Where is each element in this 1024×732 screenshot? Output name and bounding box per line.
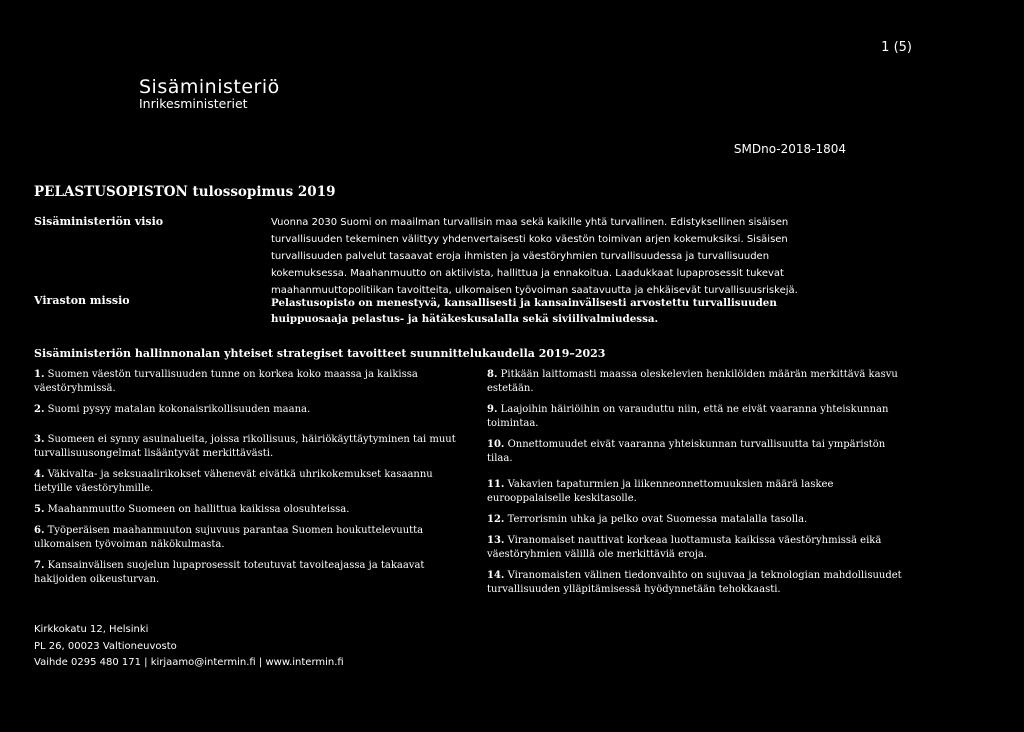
- goal-text: Työperäisen maahanmuuton sujuvuus parantaa Suomen houkuttelevuutta ulkomaisen työvoiman näkökulmasta.: [34, 525, 424, 550]
- goal-number: 4.: [34, 469, 45, 480]
- goal-text: Vakavien tapaturmien ja liikenneonnettomuuksien määrä laskee eurooppalaiselle keskitasolle.: [487, 479, 834, 504]
- goal-item: [487, 534, 907, 562]
- goal-number: 3.: [34, 434, 45, 445]
- mission-label: Viraston missio: [34, 294, 130, 307]
- goal-item: [34, 403, 460, 417]
- goal-item: [487, 403, 907, 431]
- goal-item: [34, 503, 460, 517]
- goal-text: Maahanmuutto Suomeen on hallittua kaikissa olosuhteissa.: [47, 504, 350, 515]
- goal-text: Väkivalta- ja seksuaalirikokset vähenevät eivätkä uhrikokemukset kasaannu tietyille väestöryhmille.: [34, 469, 433, 494]
- footer-address: Kirkkokatu 12, Helsinki: [34, 624, 149, 635]
- goal-item: [487, 569, 907, 597]
- page-number: 1 (5): [881, 40, 912, 55]
- mission-text: Pelastusopisto on menestyvä, kansallisesti ja kansainvälisesti arvostettu turvallisuuden huippuosaaja pelastus- ja hätäkeskusalalla sekä siviilivalmiudessa.: [271, 297, 777, 325]
- goals-right-column: [487, 368, 907, 604]
- goal-text: Suomeen ei synny asuinalueita, joissa rikollisuus, häiriökäyttäytyminen tai muut turvallisuusongelmat lisääntyvät merkittävästi.: [34, 434, 456, 459]
- goal-number: 10.: [487, 439, 505, 450]
- footer: [34, 622, 344, 672]
- document-id: SMDno-2018-1804: [733, 142, 846, 156]
- vision-label: Sisäministeriön visio: [34, 215, 164, 228]
- document-title: PELASTUSOPISTON tulossopimus 2019: [34, 184, 336, 200]
- goal-item: [487, 368, 907, 396]
- goal-number: 1.: [34, 369, 45, 380]
- goal-text: Viranomaisten välinen tiedonvaihto on sujuvaa ja teknologian mahdollisuudet turvallisuuden ylläpitämisessä hyödynnetään tehokkaasti.: [487, 570, 902, 595]
- vision-text: Vuonna 2030 Suomi on maailman turvallisin maa sekä kaikille yhtä turvallinen. Edistyksellinen sisäisen turvallisuuden tekeminen välittyy yhdenvertaisesti koko väestön toimivan arjen kokemuksiksi. Sisäisen turvallisuuden palvelut tasaavat eroja ihmisten ja väestöryhmien turvallisuudessa ja turvallisuuden kokemuksessa. Maahanmuutto on aktiivista, hallittua ja ennakoitua. Laadukkaat lupaprosessit tukevat maahanmuuttopolitiikan tavoitteita, ulkomaisen työvoiman saatavuutta ja ehkäisevät turvallisuusriskejä.: [271, 217, 798, 296]
- goal-number: 12.: [487, 514, 505, 525]
- org-name-swedish: Inrikesministeriet: [139, 96, 248, 111]
- goal-item: [487, 478, 907, 506]
- goals-left-column: [34, 368, 460, 594]
- goal-number: 9.: [487, 404, 498, 415]
- goal-number: 6.: [34, 525, 45, 536]
- goal-text: Kansainvälisen suojelun lupaprosessit toteutuvat tavoiteajassa ja takaavat hakijoiden oikeusturvan.: [34, 560, 425, 585]
- goal-item: [34, 468, 460, 496]
- goal-text: Terrorismin uhka ja pelko ovat Suomessa matalalla tasolla.: [507, 514, 808, 525]
- goal-number: 7.: [34, 560, 45, 571]
- goal-text: Laajoihin häiriöihin on varauduttu niin, että ne eivät vaaranna yhteiskunnan toimintaa.: [487, 404, 889, 429]
- goal-number: 13.: [487, 535, 505, 546]
- goals-heading: Sisäministeriön hallinnonalan yhteiset strategiset tavoitteet suunnittelukaudella 2019–2023: [34, 347, 606, 360]
- goal-number: 11.: [487, 479, 505, 490]
- goal-item: [34, 368, 460, 396]
- goal-text: Suomi pysyy matalan kokonaisrikollisuuden maana.: [47, 404, 311, 415]
- goal-item: [34, 433, 460, 461]
- footer-postal: PL 26, 00023 Valtioneuvosto: [34, 640, 177, 652]
- goal-text: Suomen väestön turvallisuuden tunne on korkea koko maassa ja kaikissa väestöryhmissä.: [34, 369, 418, 394]
- goal-number: 14.: [487, 570, 505, 581]
- goal-number: 8.: [487, 369, 498, 380]
- goal-text: Viranomaiset nauttivat korkeaa luottamusta kaikissa väestöryhmissä eikä väestöryhmien välillä ole merkittäviä eroja.: [487, 535, 882, 560]
- goal-item: [487, 513, 907, 527]
- org-name: Sisäministeriö: [139, 76, 280, 98]
- goal-number: 2.: [34, 404, 45, 415]
- goal-text: Pitkään laittomasti maassa oleskelevien henkilöiden määrän merkittävä kasvu estetään.: [487, 369, 898, 394]
- goal-item: [34, 524, 460, 552]
- goal-item: [487, 438, 907, 466]
- goal-text: Onnettomuudet eivät vaaranna yhteiskunnan turvallisuutta tai ympäristön tilaa.: [487, 439, 886, 464]
- goal-number: 5.: [34, 504, 45, 515]
- goal-item: [34, 559, 460, 587]
- footer-contact: Vaihde 0295 480 171 | kirjaamo@intermin.fi | www.intermin.fi: [34, 657, 344, 668]
